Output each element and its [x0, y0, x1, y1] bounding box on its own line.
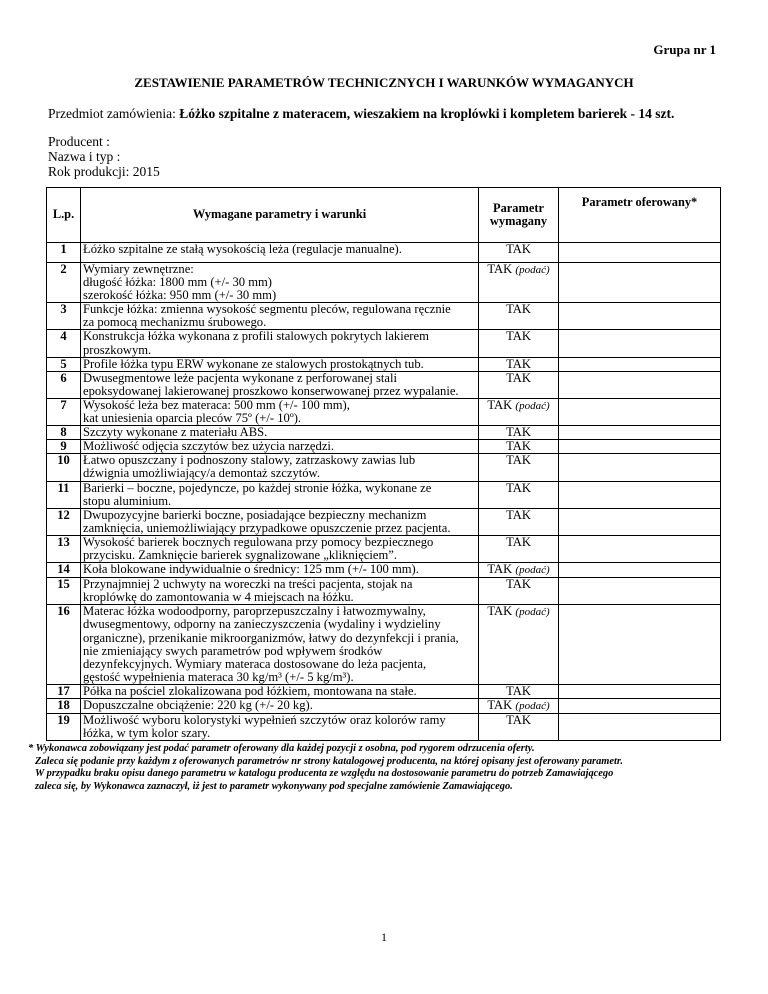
- row-required: [479, 563, 559, 578]
- row-offered-input[interactable]: [559, 563, 721, 578]
- required-value: TAK: [506, 439, 531, 454]
- required-value: TAK: [506, 370, 531, 385]
- description-line: dezynfekcyjnych. Wymiary materaca dostosowane do leża pacjenta,: [83, 656, 427, 671]
- page-number: 1: [381, 930, 387, 944]
- description-line: Materac łóżka wodoodporny, paroprzepuszczalny i łatwozmywalny,: [83, 604, 426, 619]
- row-required: [479, 243, 559, 263]
- table-row: [47, 535, 721, 562]
- description-line: szerokość łóżka: 950 mm (+/- 30 mm): [83, 288, 277, 303]
- description-line: organiczne), przenikanie mikroorganizmów, łatwy do dezynfekcji i prania,: [83, 630, 459, 645]
- row-offered-input[interactable]: [559, 714, 721, 741]
- row-offered-input[interactable]: [559, 426, 721, 440]
- description-line: Profile łóżka typu ERW wykonane ze stalowych prostokątnych tub.: [83, 356, 424, 371]
- description-line: Dopuszczalne obciążenie: 220 kg (+/- 20 kg).: [83, 698, 313, 712]
- product-meta: [48, 134, 160, 179]
- row-offered-input[interactable]: [559, 330, 721, 357]
- description-line: dźwignia umożliwiający/a demontaż szczytów.: [83, 466, 320, 481]
- description-line: Przynajmniej 2 uchwyty na woreczki na treści pacjenta, stojak na: [83, 577, 413, 592]
- table-row: [47, 330, 721, 357]
- row-number: 19: [47, 714, 81, 741]
- table-row: [47, 481, 721, 508]
- row-description: [81, 243, 479, 263]
- order-subject-label: Przedmiot zamówienia:: [48, 106, 180, 121]
- provide-note: (podać): [515, 606, 550, 619]
- required-value: TAK: [506, 683, 531, 698]
- provide-note: (podać): [515, 564, 550, 577]
- row-number: 3: [47, 303, 81, 330]
- table-row: [47, 605, 721, 685]
- required-value: TAK: [506, 507, 531, 522]
- row-description: [81, 605, 479, 685]
- description-line: Wymiary zewnętrzne:: [83, 262, 194, 276]
- row-number: 17: [47, 684, 81, 698]
- row-required: [479, 357, 559, 371]
- row-number: 9: [47, 440, 81, 454]
- required-value: TAK: [487, 562, 513, 577]
- table-row: [47, 243, 721, 263]
- row-required: [479, 535, 559, 562]
- row-offered-input[interactable]: [559, 454, 721, 481]
- row-description: [81, 684, 479, 698]
- table-row: [47, 426, 721, 440]
- row-number: 5: [47, 357, 81, 371]
- row-number: 16: [47, 605, 81, 685]
- required-value: TAK: [487, 604, 513, 619]
- row-required: [479, 371, 559, 398]
- row-required: [479, 440, 559, 454]
- description-line: Możliwość odjęcia szczytów bez użycia narzędzi.: [83, 439, 335, 454]
- table-row: [47, 303, 721, 330]
- row-required: [479, 605, 559, 685]
- row-required: [479, 714, 559, 741]
- description-line: Wysokość leża bez materaca: 500 mm (+/- 100 mm),: [83, 397, 350, 412]
- row-offered-input[interactable]: [559, 578, 721, 605]
- header-offered: Parametr oferowany*: [559, 188, 721, 243]
- provide-note: (podać): [515, 264, 550, 276]
- description-line: Półka na pościel zlokalizowana pod łóżkiem, montowana na stałe.: [83, 683, 417, 698]
- required-value: TAK: [506, 480, 531, 495]
- row-description: [81, 535, 479, 562]
- table-row: [47, 440, 721, 454]
- required-value: TAK: [506, 713, 531, 728]
- production-year-field: Rok produkcji: 2015: [48, 164, 160, 179]
- description-line: Możliwość wyboru kolorystyki wypełnień szczytów oraz kolorów ramy: [83, 713, 446, 728]
- table-body: [47, 243, 721, 741]
- row-number: 1: [47, 243, 81, 263]
- row-required: [479, 454, 559, 481]
- description-line: Szczyty wykonane z materiału ABS.: [83, 425, 268, 440]
- row-number: 2: [47, 263, 81, 303]
- footnote-line: W przypadku braku opisu danego parametru w katalogu producenta ze względu na dostosowanie parametru do potrzeb Zamawiającego: [35, 768, 614, 780]
- row-offered-input[interactable]: [559, 303, 721, 330]
- required-value: TAK: [487, 262, 513, 276]
- footnote-line: zaleca się, by Wykonawca zaznaczył, iż jest to parametr wykonywany pod specjalne zamówienie Zamawiającego.: [35, 780, 513, 792]
- footnote-line: * Wykonawca zobowiązany jest podać parametr oferowany dla każdej pozycji z osobna, pod rygorem odrzucenia oferty.: [28, 743, 535, 754]
- description-line: Konstrukcja łóżka wykonana z profili stalowych pokrytych lakierem: [83, 329, 429, 344]
- row-required: [479, 508, 559, 535]
- table-row: [47, 357, 721, 371]
- description-line: Funkcje łóżka: zmienna wysokość segmentu pleców, regulowana ręcznie: [83, 302, 451, 317]
- provide-note: (podać): [515, 399, 550, 412]
- name-type-field: Nazwa i typ :: [48, 149, 121, 164]
- required-value: TAK: [506, 329, 531, 344]
- required-value: TAK: [487, 397, 513, 412]
- row-number: 8: [47, 426, 81, 440]
- description-line: przycisku. Zamknięcie barierek sygnalizowane „kliknięciem”.: [83, 547, 398, 562]
- header-lp: L.p.: [47, 188, 81, 243]
- row-number: 15: [47, 578, 81, 605]
- row-number: 13: [47, 535, 81, 562]
- row-number: 18: [47, 699, 81, 714]
- row-description: [81, 440, 479, 454]
- description-line: nie zmieniający swych parametrów pod wpływem środków: [83, 643, 383, 658]
- row-offered-input[interactable]: [559, 684, 721, 698]
- row-description: [81, 699, 479, 714]
- row-description: [81, 454, 479, 481]
- row-offered-input[interactable]: [559, 243, 721, 263]
- row-required: [479, 684, 559, 698]
- description-line: Dwupozycyjne barierki boczne, posiadające bezpieczny mechanizm: [83, 507, 427, 522]
- row-description: [81, 398, 479, 425]
- table-row: [47, 714, 721, 741]
- row-offered-input[interactable]: [559, 535, 721, 562]
- row-required: [479, 699, 559, 714]
- row-description: [81, 263, 479, 303]
- row-description: [81, 563, 479, 578]
- table-row: [47, 508, 721, 535]
- order-subject: [48, 106, 674, 122]
- row-required: [479, 398, 559, 425]
- row-description: [81, 714, 479, 741]
- row-description: [81, 426, 479, 440]
- table-row: [47, 684, 721, 698]
- row-number: 7: [47, 398, 81, 425]
- row-offered-input[interactable]: [559, 605, 721, 685]
- row-description: [81, 371, 479, 398]
- table-row: [47, 371, 721, 398]
- description-line: Wysokość barierek bocznych regulowana przy pomocy bezpiecznego: [83, 534, 434, 549]
- description-line: kat uniesienia oparcia pleców 75º (+/- 10º).: [83, 411, 302, 426]
- required-value: TAK: [506, 577, 531, 592]
- table-row: [47, 398, 721, 425]
- row-offered-input[interactable]: [559, 263, 721, 303]
- row-number: 11: [47, 481, 81, 508]
- row-number: 4: [47, 330, 81, 357]
- description-line: proszkowym.: [83, 342, 152, 357]
- header-required: Parametr wymagany: [479, 188, 559, 243]
- description-line: łóżka, w tym kolor szary.: [83, 726, 211, 741]
- required-value: TAK: [506, 425, 531, 440]
- row-required: [479, 578, 559, 605]
- row-number: 14: [47, 563, 81, 578]
- row-offered-input[interactable]: [559, 481, 721, 508]
- row-offered-input[interactable]: [559, 440, 721, 454]
- provide-note: (podać): [515, 700, 550, 712]
- header-description: Wymagane parametry i warunki: [81, 188, 479, 243]
- description-line: epoksydowanej lakierowanej proszkowo konserwowanej przez wypalanie.: [83, 383, 459, 398]
- row-offered-input[interactable]: [559, 371, 721, 398]
- row-number: 6: [47, 371, 81, 398]
- row-number: 12: [47, 508, 81, 535]
- description-line: Koła blokowane indywidualnie o średnicy: 125 mm (+/- 100 mm).: [83, 562, 419, 577]
- description-line: dwusegmentowy, odporny na zanieczyszczenia (wydaliny i wydzieliny: [83, 617, 441, 632]
- description-line: Łóżko szpitalne ze stałą wysokością leża (regulacje manualne).: [83, 242, 402, 256]
- required-value: TAK: [506, 534, 531, 549]
- required-value: TAK: [487, 698, 513, 712]
- table-header-row: [47, 188, 721, 243]
- document-title: ZESTAWIENIE PARAMETRÓW TECHNICZNYCH I WARUNKÓW WYMAGANYCH: [134, 75, 634, 90]
- row-offered-input[interactable]: [559, 508, 721, 535]
- description-line: zamknięcia, uniemożliwiający przypadkowe opuszczenie przez pacjenta.: [83, 520, 451, 535]
- row-description: [81, 303, 479, 330]
- row-description: [81, 508, 479, 535]
- row-required: [479, 330, 559, 357]
- row-required: [479, 426, 559, 440]
- required-value: TAK: [506, 453, 531, 468]
- description-line: kroplówkę do zamontowania w 4 miejscach na łóżku.: [83, 590, 354, 605]
- required-value: TAK: [506, 356, 531, 371]
- description-line: Łatwo opuszczany i podnoszony stalowy, zatrzaskowy zawias lub: [83, 453, 416, 468]
- order-subject-value: Łóżko szpitalne z materacem, wieszakiem na kroplówki i kompletem barierek - 14 szt.: [179, 106, 675, 121]
- row-offered-input[interactable]: [559, 357, 721, 371]
- description-line: za pomocą mechanizmu śrubowego.: [83, 315, 267, 330]
- table-row: [47, 454, 721, 481]
- row-description: [81, 578, 479, 605]
- table-row: [47, 563, 721, 578]
- description-line: Dwusegmentowe leże pacjenta wykonane z perforowanej stali: [83, 370, 398, 385]
- table-row: [47, 578, 721, 605]
- description-line: Barierki – boczne, pojedyncze, po każdej stronie łóżka, wykonane ze: [83, 480, 432, 495]
- footnote-line: Zaleca się podanie przy każdym z oferowanych parametrów nr strony katalogowej producenta, na której opisany jest oferowany parametr.: [35, 755, 623, 767]
- row-offered-input[interactable]: [559, 699, 721, 714]
- group-number: Grupa nr 1: [653, 42, 716, 57]
- description-line: stopu aluminium.: [83, 493, 172, 508]
- row-description: [81, 330, 479, 357]
- row-number: 10: [47, 454, 81, 481]
- table-row: [47, 699, 721, 714]
- description-line: długość łóżka: 1800 mm (+/- 30 mm): [83, 275, 272, 290]
- footnote: [28, 743, 748, 793]
- row-required: [479, 303, 559, 330]
- producer-field: Producent :: [48, 134, 110, 149]
- row-offered-input[interactable]: [559, 398, 721, 425]
- required-value: TAK: [506, 242, 531, 256]
- row-description: [81, 481, 479, 508]
- row-required: [479, 263, 559, 303]
- row-description: [81, 357, 479, 371]
- parameters-table: [46, 187, 721, 741]
- required-value: TAK: [506, 302, 531, 317]
- row-required: [479, 481, 559, 508]
- table-row: [47, 263, 721, 303]
- description-line: gęstość wypełnienia materaca 30 kg/m³ (+/- 5 kg/m³).: [83, 669, 354, 684]
